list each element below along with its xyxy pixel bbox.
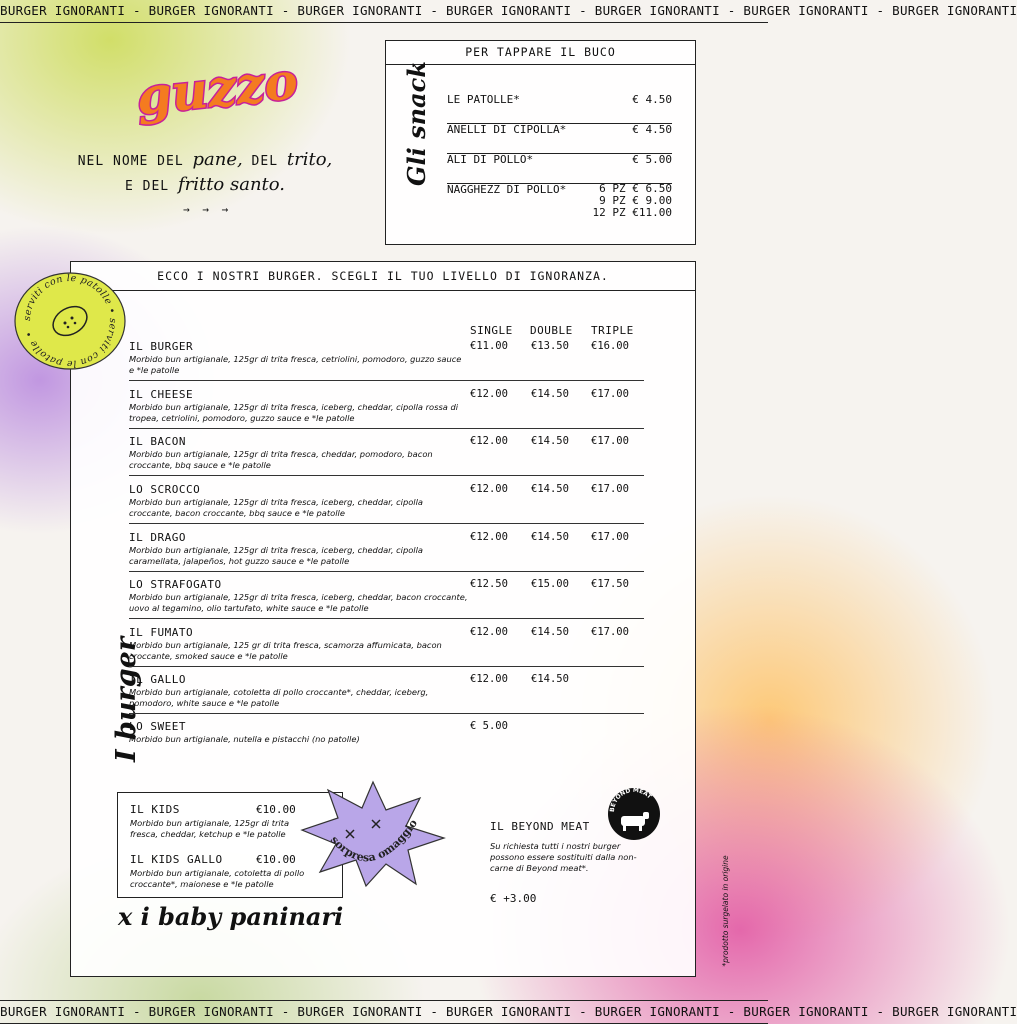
burger-name: IL DRAGO — [129, 531, 186, 544]
kids-price: €10.00 — [256, 803, 296, 816]
snack-section — [385, 40, 696, 245]
snack-header: PER TAPPARE IL BUCO — [386, 41, 695, 65]
price-single: €12.00 — [470, 531, 508, 543]
snack-price: 9 PZ € 9.00 — [599, 194, 672, 207]
burger-name: IL GALLO — [129, 673, 186, 686]
burger-name: IL BURGER — [129, 340, 194, 353]
logo-text: guzzo — [133, 50, 301, 127]
price-single: €11.00 — [470, 340, 508, 352]
tagline-em: pane, — [192, 149, 243, 170]
burger-item — [129, 531, 644, 572]
price-single: €12.00 — [470, 388, 508, 400]
burger-name: LO SWEET — [129, 720, 186, 733]
price-triple: €17.00 — [591, 531, 629, 543]
snack-price: € 4.50 — [632, 93, 672, 106]
snack-name: ALI DI POLLO* — [447, 153, 534, 166]
price-double: €14.50 — [531, 673, 569, 685]
price-triple: €17.00 — [591, 483, 629, 495]
col-double: DOUBLE — [530, 324, 573, 337]
banner-text: BURGER IGNORANTI - BURGER IGNORANTI - BURGER IGNORANTI - BURGER IGNORANTI - BURGER IGNORANTI - BURGER IGNORANTI - BURGER IGNORANTI — [0, 3, 1017, 18]
burger-desc: Morbido bun artigianale, 125gr di trita fresca, iceberg, cheddar, cipolla caramellata, jalapeños, hot guzzo sauce e *le patolle — [129, 545, 424, 566]
burger-name: IL FUMATO — [129, 626, 194, 639]
price-double: €14.50 — [531, 388, 569, 400]
burger-desc: Morbido bun artigianale, 125gr di trita fresca, cetriolini, pomodoro, guzzo sauce e *le patolle — [129, 354, 462, 375]
tagline-part: DEL — [242, 154, 287, 169]
snack-item — [447, 123, 672, 154]
beyond-name: IL BEYOND MEAT — [490, 820, 590, 833]
burger-desc: Morbido bun artigianale, 125gr di trita fresca, iceberg, cheddar, cipolla croccante, bacon croccante, bbq sauce e *le patolle — [129, 497, 424, 518]
burger-desc: Morbido bun artigianale, 125gr di trita fresca, iceberg, cheddar, bacon croccante, uovo al tegamino, olio tartufato, white sauce e *le patolle — [129, 592, 468, 613]
burger-name: IL CHEESE — [129, 388, 194, 401]
burger-item — [129, 578, 644, 619]
price-double: €14.50 — [531, 435, 569, 447]
burger-desc: Morbido bun artigianale, cotoletta di pollo croccante*, cheddar, iceberg, pomodoro, white sauce e *le patolle — [129, 687, 429, 708]
snack-name: ANELLI DI CIPOLLA* — [447, 123, 567, 136]
top-banner — [0, 0, 1017, 23]
price-triple: €16.00 — [591, 340, 629, 352]
price-double: €14.50 — [531, 531, 569, 543]
beyond-desc: Su richiesta tutti i nostri burger possono essere sostituiti dalla non-carne di Beyond meat*. — [490, 841, 637, 873]
snack-price: 6 PZ € 6.50 — [599, 182, 672, 195]
price-triple: €17.00 — [591, 626, 629, 638]
guzzo-logo — [118, 50, 318, 128]
beyond-logo-text: BEYOND MEAT — [608, 786, 653, 813]
col-single: SINGLE — [470, 324, 513, 337]
price-single: €12.00 — [470, 673, 508, 685]
sticker-text: serviti con le patolle • serviti con le patolle • — [21, 272, 119, 370]
price-double: €14.50 — [531, 483, 569, 495]
kids-desc: Morbido bun artigianale, 125gr di trita fresca, cheddar, ketchup e *le patolle — [130, 818, 290, 839]
snack-name: NAGGHEZZ DI POLLO* — [447, 183, 567, 196]
burger-item — [129, 483, 644, 524]
kids-price: €10.00 — [256, 853, 296, 866]
surprise-star — [300, 780, 446, 888]
burger-desc: Morbido bun artigianale, 125 gr di trita fresca, scamorza affumicata, bacon croccante, smoked sauce e *le patolle — [129, 640, 442, 661]
tagline-em: fritto santo. — [177, 174, 286, 195]
arrows-icon: → → → — [183, 203, 232, 216]
price-double: €14.50 — [531, 626, 569, 638]
snack-name: LE PATOLLE* — [447, 93, 520, 106]
snack-price: 12 PZ €11.00 — [592, 206, 672, 219]
burger-title: I burger — [111, 636, 142, 762]
snack-item — [447, 93, 672, 124]
snack-item — [447, 183, 672, 223]
price-double: €13.50 — [531, 340, 569, 352]
burger-desc: Morbido bun artigianale, 125gr di trita fresca, cheddar, pomodoro, bacon croccante, bbq sauce e *le patolle — [129, 449, 433, 470]
beyond-section — [490, 820, 640, 905]
price-triple: €17.00 — [591, 388, 629, 400]
bottom-banner — [0, 1000, 1017, 1024]
col-triple: TRIPLE — [591, 324, 634, 337]
snack-price: € 5.00 — [632, 153, 672, 166]
snack-price: € 4.50 — [632, 123, 672, 136]
price-single: €12.00 — [470, 435, 508, 447]
tagline — [40, 148, 370, 198]
price-triple: €17.00 — [591, 435, 629, 447]
snack-title: Gli snack — [402, 61, 431, 186]
beyond-price: € +3.00 — [490, 892, 537, 905]
footnote: *prodotto surgelato in origine — [721, 855, 730, 967]
star-text: sorpresa omaggio — [327, 816, 421, 865]
price-single: €12.00 — [470, 626, 508, 638]
burger-item — [129, 673, 644, 714]
burger-item — [129, 435, 644, 476]
tagline-part: NEL NOME DEL — [77, 154, 193, 169]
price-double: €15.00 — [531, 578, 569, 590]
burger-item — [129, 626, 644, 667]
burger-desc: Morbido bun artigianale, 125gr di trita fresca, iceberg, cheddar, cipolla rossa di tropea, cetriolini, pomodoro, guzzo sauce e *le patolle — [129, 402, 459, 423]
kids-name: IL KIDS — [130, 803, 180, 816]
burger-desc: Morbido bun artigianale, nutella e pistacchi (no patolle) — [129, 734, 360, 744]
burger-header: ECCO I NOSTRI BURGER. SCEGLI IL TUO LIVELLO DI IGNORANZA. — [71, 262, 695, 291]
kids-title: x i baby paninari — [118, 902, 344, 931]
tagline-part: E DEL — [124, 179, 178, 194]
banner-text: BURGER IGNORANTI - BURGER IGNORANTI - BURGER IGNORANTI - BURGER IGNORANTI - BURGER IGNORANTI - BURGER IGNORANTI - BURGER IGNORANTI — [0, 1004, 1017, 1019]
price-single: €12.00 — [470, 483, 508, 495]
burger-name: LO STRAFOGATO — [129, 578, 222, 591]
burger-item — [129, 340, 644, 381]
price-triple: €17.50 — [591, 578, 629, 590]
burger-name: IL BACON — [129, 435, 186, 448]
snack-item — [447, 153, 672, 184]
burger-item — [129, 720, 644, 750]
snack-price-stack — [593, 183, 672, 219]
kids-desc: Morbido bun artigianale, cotoletta di pollo croccante*, maionese e *le patolle — [130, 868, 305, 889]
tagline-em: trito, — [286, 149, 333, 170]
burger-name: LO SCROCCO — [129, 483, 201, 496]
patolle-sticker — [12, 271, 128, 371]
burger-item — [129, 388, 644, 429]
price-single: €12.50 — [470, 578, 508, 590]
kids-name: IL KIDS GALLO — [130, 853, 223, 866]
price-single: € 5.00 — [470, 720, 508, 732]
